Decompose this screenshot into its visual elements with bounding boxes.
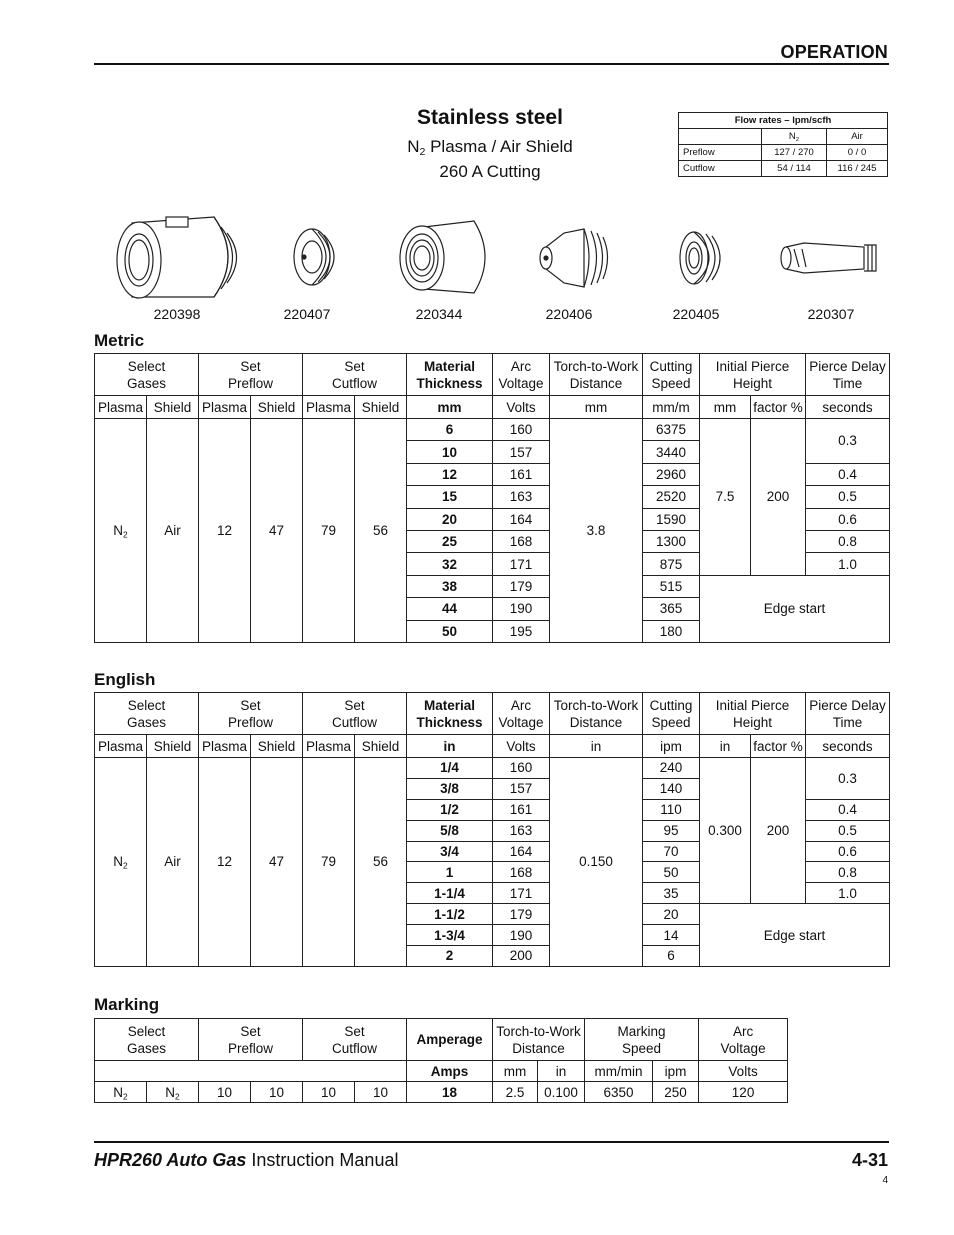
unit-cell: seconds [806, 735, 890, 758]
voltage-cell: 161 [493, 799, 550, 820]
product-name: HPR260 Auto Gas [94, 1150, 247, 1170]
thickness-cell: 1-1/4 [407, 883, 493, 904]
distance-cell: 3.8 [550, 419, 643, 643]
unit-cell: factor % [751, 396, 806, 419]
thickness-cell: 32 [407, 553, 493, 575]
unit-cell: mm/m [643, 396, 700, 419]
speed-cell: 2520 [643, 486, 700, 508]
unit-cell: Plasma [199, 396, 251, 419]
cutflow-plasma-cell: 79 [303, 419, 355, 643]
subtitle-text: Plasma / Air Shield [425, 137, 573, 156]
marking-speed-header: Marking Speed [585, 1019, 699, 1061]
material-thickness-header: Material Thickness [407, 354, 493, 396]
arc-voltage-header: Arc Voltage [493, 354, 550, 396]
plasma-gas-cell: $N_2$ [95, 1082, 147, 1103]
voltage-cell: 195 [493, 620, 550, 642]
distance-mm-cell: 2.5 [493, 1082, 538, 1103]
cutflow-plasma-cell: 10 [303, 1082, 355, 1103]
voltage-cell: 190 [493, 598, 550, 620]
english-heading: English [94, 670, 156, 689]
voltage-cell: 163 [493, 486, 550, 508]
unit-cell: Volts [493, 396, 550, 419]
voltage-cell: 120 [699, 1082, 788, 1103]
page-number: 4-31 [851, 1150, 888, 1170]
electrode-icon [781, 243, 876, 273]
thickness-cell: 25 [407, 530, 493, 552]
section-title: OPERATION [780, 42, 888, 62]
delay-cell: 0.3 [806, 419, 890, 464]
pierce-factor-cell: 200 [751, 758, 806, 904]
unit-cell: Plasma [303, 735, 355, 758]
torch-to-work-header: Torch-to-Work Distance [493, 1019, 585, 1061]
unit-cell: Volts [699, 1061, 788, 1082]
metric-table [94, 353, 890, 643]
speed-cell: 14 [643, 925, 700, 946]
speed-cell: 365 [643, 598, 700, 620]
english-table [94, 692, 890, 967]
unit-cell: Shield [355, 396, 407, 419]
speed-cell: 50 [643, 862, 700, 883]
cutflow-shield-cell: 56 [355, 758, 407, 967]
part-number: 220307 [807, 306, 855, 322]
speed-cell: 20 [643, 904, 700, 925]
voltage-cell: 163 [493, 820, 550, 841]
material-thickness-header: Material Thickness [407, 693, 493, 735]
voltage-cell: 160 [493, 419, 550, 441]
speed-cell: 875 [643, 553, 700, 575]
shield-gas-cell: Air [147, 758, 199, 967]
unit-cell: Plasma [95, 396, 147, 419]
marking-table [94, 1018, 788, 1103]
unit-cell: mm/min [585, 1061, 653, 1082]
part-number: 220398 [153, 306, 201, 322]
flow-row-label: Preflow [679, 145, 762, 161]
voltage-cell: 200 [493, 946, 550, 967]
amps-unit: Amps [407, 1061, 493, 1082]
thickness-cell: 1/4 [407, 758, 493, 779]
speed-cell: 6375 [643, 419, 700, 441]
speed-cell: 35 [643, 883, 700, 904]
initial-pierce-header: Initial Pierce Height [700, 354, 806, 396]
thickness-cell: 10 [407, 441, 493, 463]
speed-cell: 180 [643, 620, 700, 642]
speed-cell: 515 [643, 575, 700, 597]
thickness-cell: 50 [407, 620, 493, 642]
metric-heading: Metric [94, 331, 145, 350]
title-block [330, 106, 650, 182]
unit-cell: seconds [806, 396, 890, 419]
thickness-cell: 1 [407, 862, 493, 883]
thickness-cell: 1/2 [407, 799, 493, 820]
amps-cell: 18 [407, 1082, 493, 1103]
thickness-cell: 15 [407, 486, 493, 508]
unit-cell: Shield [251, 735, 303, 758]
thickness-cell: 6 [407, 419, 493, 441]
cutting-speed-header: Cutting Speed [643, 354, 700, 396]
initial-pierce-header: Initial Pierce Height [700, 693, 806, 735]
voltage-cell: 157 [493, 441, 550, 463]
voltage-cell: 168 [493, 530, 550, 552]
speed-cell: 95 [643, 820, 700, 841]
speed-cell: 110 [643, 799, 700, 820]
voltage-cell: 171 [493, 883, 550, 904]
speed-cell: 3440 [643, 441, 700, 463]
shield-icon [294, 229, 334, 285]
unit-cell: Shield [147, 735, 199, 758]
delay-cell: 0.3 [806, 758, 890, 800]
delay-cell: 0.8 [806, 862, 890, 883]
delay-cell: 0.5 [806, 486, 890, 508]
set-cutflow-header: Set Cutflow [303, 354, 407, 396]
voltage-cell: 164 [493, 508, 550, 530]
delay-cell: 0.6 [806, 508, 890, 530]
cutflow-shield-cell: 56 [355, 419, 407, 643]
flow-cell: 127 / 270 [762, 145, 827, 161]
delay-cell: 0.5 [806, 820, 890, 841]
plasma-gas-subscript: 2 [419, 146, 426, 159]
delay-cell: 0.6 [806, 841, 890, 862]
preflow-shield-cell: 10 [251, 1082, 303, 1103]
plasma-gas-cell: $N_2$ [95, 419, 147, 643]
select-gases-header: Select Gases [95, 354, 199, 396]
pierce-delay-header: Pierce Delay Time [806, 693, 890, 735]
delay-cell: 0.8 [806, 530, 890, 552]
arc-voltage-header: Arc Voltage [493, 693, 550, 735]
part-number: 220406 [545, 306, 593, 322]
retaining-cap-icon [400, 221, 485, 293]
delay-cell: 0.4 [806, 799, 890, 820]
preflow-shield-cell: 47 [251, 758, 303, 967]
unit-cell: in [700, 735, 751, 758]
unit-cell: in [407, 735, 493, 758]
flow-rates-title: Flow rates – lpm/scfh [679, 113, 888, 129]
marking-blank [95, 1061, 407, 1082]
voltage-cell: 168 [493, 862, 550, 883]
thickness-cell: 1-1/2 [407, 904, 493, 925]
flow-row-label: Cutflow [679, 161, 762, 177]
speed-cell: 6 [643, 946, 700, 967]
edge-start-cell: Edge start [700, 904, 890, 967]
cutflow-shield-cell: 10 [355, 1082, 407, 1103]
plasma-gas-cell: $N_2$ [95, 758, 147, 967]
select-gases-header: Select Gases [95, 1019, 199, 1061]
set-cutflow-header: Set Cutflow [303, 693, 407, 735]
flow-col-air: Air [827, 129, 888, 145]
pierce-height-cell: 0.300 [700, 758, 751, 904]
unit-cell: in [538, 1061, 585, 1082]
set-preflow-header: Set Preflow [199, 354, 303, 396]
process-subtitle [330, 137, 650, 157]
thickness-cell: 5/8 [407, 820, 493, 841]
cutting-current: 260 A Cutting [439, 162, 541, 181]
arc-voltage-header: Arc Voltage [699, 1019, 788, 1061]
unit-cell: Shield [355, 735, 407, 758]
pierce-delay-header: Pierce Delay Time [806, 354, 890, 396]
footer-manual-title [94, 1150, 398, 1171]
flow-rates-table [678, 112, 888, 177]
set-preflow-header: Set Preflow [199, 1019, 303, 1061]
speed-ipm-cell: 250 [653, 1082, 699, 1103]
speed-cell: 70 [643, 841, 700, 862]
cutting-speed-header: Cutting Speed [643, 693, 700, 735]
voltage-cell: 171 [493, 553, 550, 575]
unit-cell: Plasma [199, 735, 251, 758]
plasma-gas: N [407, 137, 420, 156]
manual-label: Instruction Manual [246, 1150, 399, 1170]
unit-cell: Volts [493, 735, 550, 758]
preflow-plasma-cell: 12 [199, 419, 251, 643]
unit-cell: ipm [643, 735, 700, 758]
flow-cell: 116 / 245 [827, 161, 888, 177]
shield-cap-icon [117, 217, 237, 298]
voltage-cell: 157 [493, 778, 550, 799]
unit-cell: mm [700, 396, 751, 419]
unit-cell: mm [407, 396, 493, 419]
amperage-header: Amperage [407, 1019, 493, 1061]
set-cutflow-header: Set Cutflow [303, 1019, 407, 1061]
torch-to-work-header: Torch-to-Work Distance [550, 354, 643, 396]
preflow-plasma-cell: 10 [199, 1082, 251, 1103]
delay-cell: 0.4 [806, 463, 890, 485]
shield-gas-cell: $N_2$ [147, 1082, 199, 1103]
flow-blank [679, 129, 762, 145]
unit-cell: in [550, 735, 643, 758]
speed-cell: 1300 [643, 530, 700, 552]
swirl-ring-icon [680, 232, 720, 284]
header-rule [94, 63, 889, 65]
unit-cell: Plasma [303, 396, 355, 419]
preflow-plasma-cell: 12 [199, 758, 251, 967]
unit-cell: ipm [653, 1061, 699, 1082]
voltage-cell: 164 [493, 841, 550, 862]
voltage-cell: 179 [493, 575, 550, 597]
thickness-cell: 12 [407, 463, 493, 485]
flow-col-n2: $N_2$ [762, 129, 827, 145]
flow-cell: 54 / 114 [762, 161, 827, 177]
small-page-number: 4 [882, 1175, 888, 1186]
preflow-shield-cell: 47 [251, 419, 303, 643]
thickness-cell: 1-3/4 [407, 925, 493, 946]
unit-cell: mm [550, 396, 643, 419]
voltage-cell: 161 [493, 463, 550, 485]
marking-heading: Marking [94, 995, 160, 1014]
speed-cell: 1590 [643, 508, 700, 530]
pierce-height-cell: 7.5 [700, 419, 751, 576]
footer-rule [94, 1141, 889, 1143]
speed-mm-cell: 6350 [585, 1082, 653, 1103]
thickness-cell: 2 [407, 946, 493, 967]
voltage-cell: 190 [493, 925, 550, 946]
voltage-cell: 160 [493, 758, 550, 779]
unit-cell: factor % [751, 735, 806, 758]
edge-start-cell: Edge start [700, 575, 890, 642]
distance-cell: 0.150 [550, 758, 643, 967]
speed-cell: 2960 [643, 463, 700, 485]
torch-to-work-header: Torch-to-Work Distance [550, 693, 643, 735]
thickness-cell: 3/8 [407, 778, 493, 799]
select-gases-header: Select Gases [95, 693, 199, 735]
part-number: 220405 [672, 306, 720, 322]
thickness-cell: 44 [407, 598, 493, 620]
page-title: Stainless steel [417, 106, 563, 129]
shield-gas-cell: Air [147, 419, 199, 643]
cutflow-plasma-cell: 79 [303, 758, 355, 967]
thickness-cell: 38 [407, 575, 493, 597]
delay-cell: 1.0 [806, 883, 890, 904]
thickness-cell: 3/4 [407, 841, 493, 862]
thickness-cell: 20 [407, 508, 493, 530]
part-number: 220344 [415, 306, 463, 322]
flow-cell: 0 / 0 [827, 145, 888, 161]
voltage-cell: 179 [493, 904, 550, 925]
part-number: 220407 [283, 306, 331, 322]
unit-cell: mm [493, 1061, 538, 1082]
delay-cell: 1.0 [806, 553, 890, 575]
set-preflow-header: Set Preflow [199, 693, 303, 735]
unit-cell: Shield [251, 396, 303, 419]
speed-cell: 140 [643, 778, 700, 799]
unit-cell: Plasma [95, 735, 147, 758]
nozzle-icon [540, 229, 608, 287]
unit-cell: Shield [147, 396, 199, 419]
distance-in-cell: 0.100 [538, 1082, 585, 1103]
pierce-factor-cell: 200 [751, 419, 806, 576]
speed-cell: 240 [643, 758, 700, 779]
consumable-parts-illustration [94, 205, 889, 305]
